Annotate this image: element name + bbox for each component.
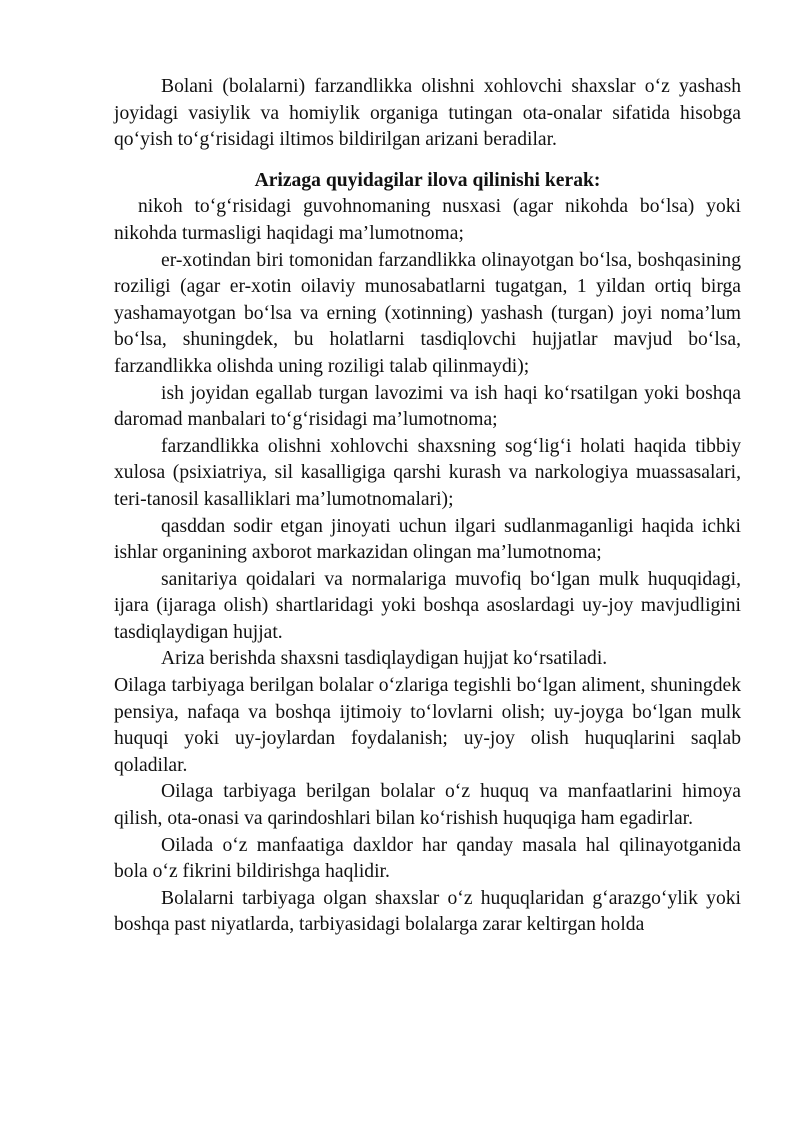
id-note-paragraph: Ariza berishda shaxsni tasdiqlaydigan hujjat ko‘rsatiladi. <box>161 648 608 670</box>
rights-paragraph: Oilaga tarbiyaga berilgan bolalar o‘z huquq va manfaatlarini himoya qilish, ota-onasi va qarindoshlari bilan ko‘rishish huquqiga ham egadirlar. <box>114 781 741 830</box>
rights-paragraph: Oilaga tarbiyaga berilgan bolalar o‘zlariga tegishli bo‘lgan aliment, shuningdek pensiya, nafaqa va boshqa ijtimoiy to‘lovlarni olish; uy-joyga bo‘lgan mulk huquqi yoki uy-joylardan foydalanish; uy-joy olish huquqlarini saqlab qoladilar. <box>114 675 741 776</box>
list-item: farzandlikka olishni xohlovchi shaxsning sog‘lig‘i holati haqida tibbiy xulosa (psixiatriya, sil kasalligiga qarshi kurash va narkologiya muassasalari, teri-tanosil kasalliklari ma’lumotnomalari); <box>114 435 741 510</box>
intro-paragraph: Bolani (bolalarni) farzandlikka olishni xohlovchi shaxslar o‘z yashash joyidagi vasiylik va homiylik organiga tutingan ota-onalar sifatida hisobga qo‘yish to‘g‘risidagi iltimos bildirilgan arizani beradilar. <box>114 76 741 151</box>
document-page <box>114 74 741 939</box>
list-item: er-xotindan biri tomonidan farzandlikka olinayotgan bo‘lsa, boshqasining roziligi (agar er-xotin oilaviy munosabatlarni tugatgan, 1 yildan ortiq birga yashamayotgan bo‘lsa va erning (xotinning) yashash (turgan) joyi noma’lum bo‘lsa, shuningdek, bu holatlarni tasdiqlovchi hujjatlar mavjud bo‘lsa, farzandlikka olishda uning roziligi talab qilinmaydi); <box>114 249 741 377</box>
section-heading: Arizaga quyidagilar ilova qilinishi kerak: <box>254 169 601 191</box>
list-item: sanitariya qoidalari va normalariga muvofiq bo‘lgan mulk huquqidagi, ijara (ijaraga olish) shartlaridagi yoki boshqa asoslardagi uy-joy mavjudligini tasdiqlaydigan hujjat. <box>114 568 741 643</box>
list-item: ish joyidan egallab turgan lavozimi va ish haqi ko‘rsatilgan yoki boshqa daromad manbalari to‘g‘risidagi ma’lumotnoma; <box>114 382 741 431</box>
list-item: nikoh to‘g‘risidagi guvohnomaning nusxasi (agar nikohda bo‘lsa) yoki nikohda turmasligi haqidagi ma’lumotnoma; <box>114 196 741 244</box>
rights-paragraph: Oilada o‘z manfaatiga daxldor har qanday masala hal qilinayotganida bola o‘z fikrini bildirishga haqlidir. <box>114 834 741 883</box>
rights-paragraph: Bolalarni tarbiyaga olgan shaxslar o‘z huquqlaridan g‘arazgo‘ylik yoki boshqa past niyatlarda, tarbiyasidagi bolalarga zarar keltirgan holda <box>114 887 741 936</box>
list-item: qasddan sodir etgan jinoyati uchun ilgari sudlanmaganligi haqida ichki ishlar organining axborot markazidan olingan ma’lumotnoma; <box>114 515 741 564</box>
